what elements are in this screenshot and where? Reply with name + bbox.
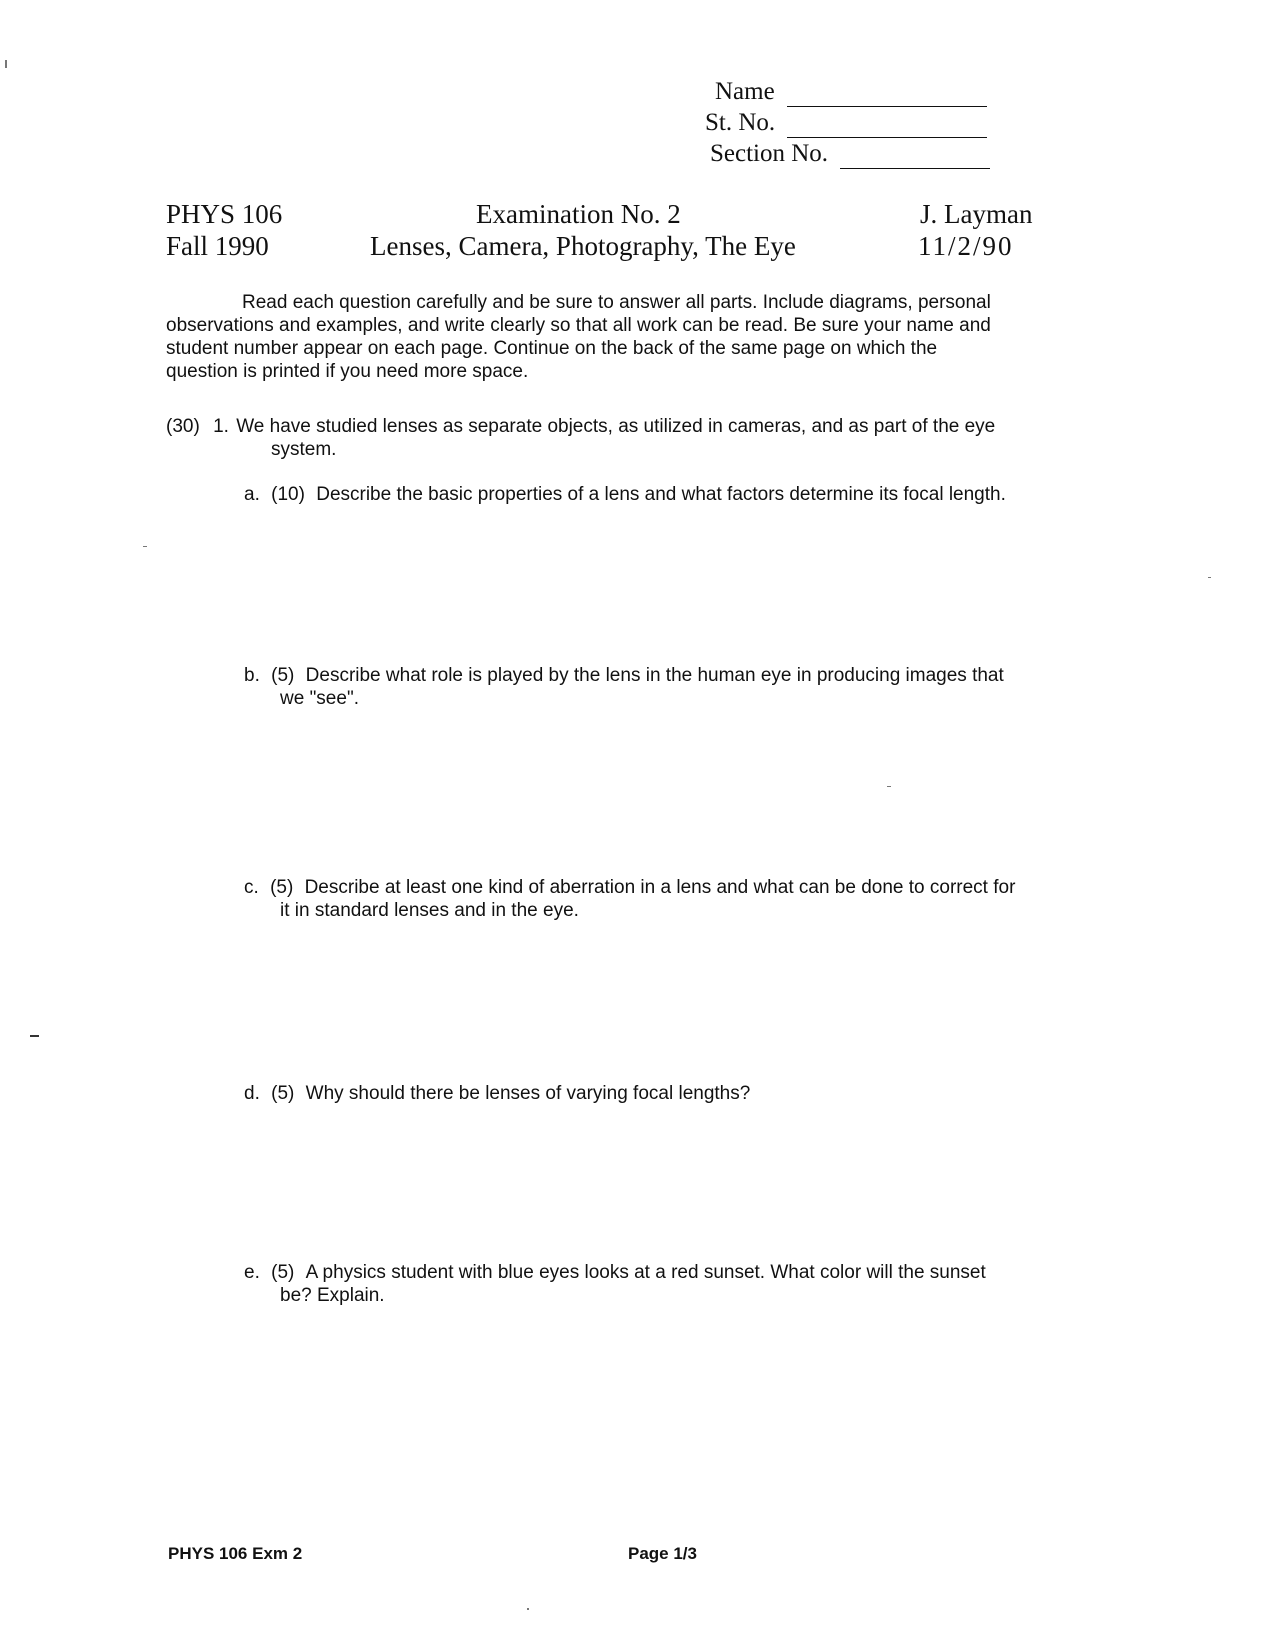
part-label: b. [244,665,260,686]
part-points: (5) [271,1262,295,1283]
question-text-cont: system. [271,439,337,460]
student-number-row [705,107,990,138]
part-text-cont: be? Explain. [280,1285,385,1306]
part-text: A physics student with blue eyes looks at a red sunset. What color will the sunset [305,1262,986,1283]
part-text: Why should there be lenses of varying focal lengths? [305,1083,751,1104]
section-field[interactable] [840,146,990,169]
footer-page-number: Page 1/3 [628,1544,697,1563]
term: Fall 1990 [166,231,269,261]
question-points: (30) [166,416,200,437]
question-part-d [244,1082,1084,1105]
exam-date: 11/2/90 [918,231,1014,261]
part-text: Describe at least one kind of aberration in a lens and what can be done to correct for [304,877,1016,898]
exam-topics: Lenses, Camera, Photography, The Eye [370,231,796,261]
part-text-cont: it in standard lenses and in the eye. [280,900,579,921]
exam-title: Examination No. 2 [476,199,681,229]
part-text: Describe what role is played by the lens in the human eye in producing images that [305,665,1004,686]
instruction-line: student number appear on each page. Continue on the back of the same page on which the [166,338,938,359]
part-label: c. [244,877,259,898]
name-field[interactable] [787,84,987,107]
student-info-block [705,76,990,169]
section-row [710,138,990,169]
instruction-line: question is printed if you need more space. [166,361,529,382]
instructions [166,291,1086,383]
question-part-a [244,483,1084,506]
scan-speck [5,60,7,68]
instruction-line: Read each question carefully and be sure to answer all parts. Include diagrams, personal [242,292,991,313]
part-label: e. [244,1262,260,1283]
scan-speck [30,1035,39,1037]
question-part-e [244,1261,1084,1307]
scan-speck [527,1608,529,1610]
instructor: J. Layman [920,199,1033,229]
part-points: (5) [271,665,295,686]
part-text: Describe the basic properties of a lens and what factors determine its focal length. [316,484,1006,505]
footer-exam-label: PHYS 106 Exm 2 [168,1544,303,1563]
scan-speck [1208,577,1211,578]
section-label: Section No. [710,140,829,167]
part-label: d. [244,1083,260,1104]
question-1 [166,415,1086,461]
instruction-line: observations and examples, and write clearly so that all work can be read. Be sure your name and [166,315,991,336]
question-number: 1. [213,416,229,437]
part-text-cont: we "see". [280,688,359,709]
question-part-c [244,876,1084,922]
name-label: Name [715,78,775,105]
question-part-b [244,664,1084,710]
scan-speck [887,786,891,787]
scan-speck [143,546,147,547]
question-text: We have studied lenses as separate objects, as utilized in cameras, and as part of the eye [236,416,996,437]
part-points: (5) [271,1083,295,1104]
student-number-field[interactable] [787,115,987,138]
student-number-label: St. No. [705,109,776,136]
part-points: (10) [271,484,305,505]
name-row [715,76,990,107]
part-points: (5) [270,877,294,898]
part-label: a. [244,484,260,505]
course-code: PHYS 106 [166,199,283,229]
